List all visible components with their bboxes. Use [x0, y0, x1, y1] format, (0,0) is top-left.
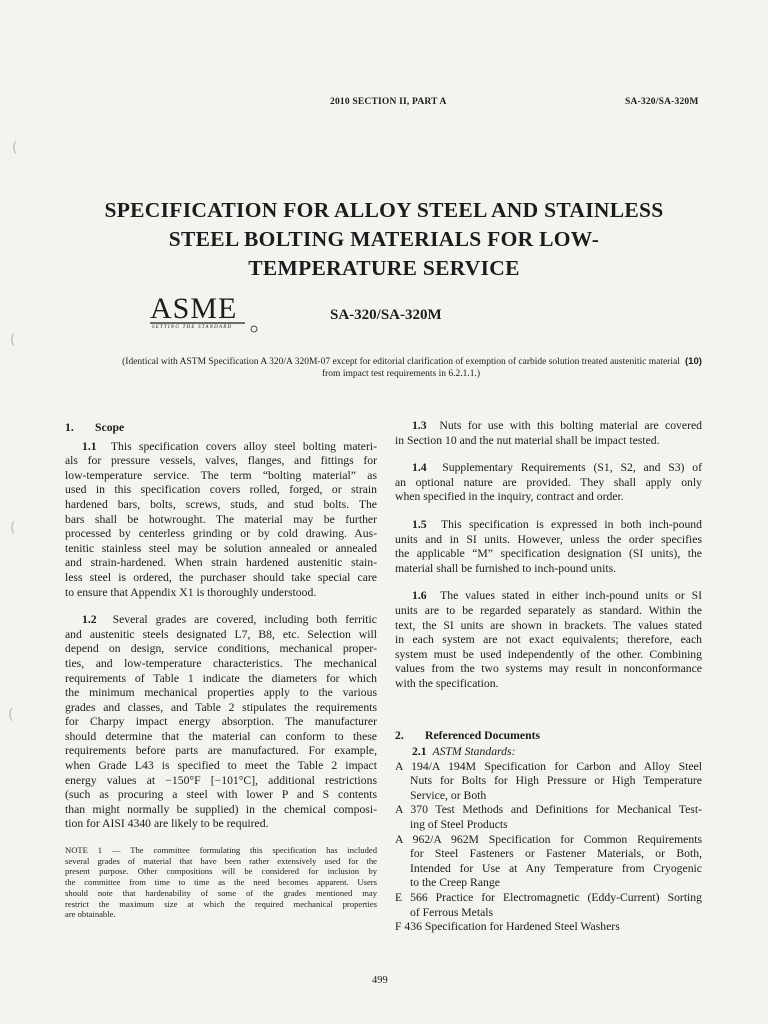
reference-line: F 436 Specification for Hardened Steel Washers	[395, 920, 620, 934]
paragraph-line: the minimum mechanical properties apply to the various	[65, 686, 377, 700]
reference-line: Nuts for Bolts for High Pressure or High Temperature	[410, 774, 702, 788]
paragraph-1-4	[395, 461, 702, 505]
reference-item	[395, 760, 702, 804]
running-header-section: 2010 SECTION II, PART A	[330, 97, 447, 107]
paragraph-line: (such as procuring a steel with lower P and S contents	[65, 788, 377, 802]
section-title: Scope	[95, 421, 125, 434]
subsection-astm-standards	[395, 745, 702, 760]
paragraph-line: 1.6 The values stated in either inch-pound units or SI	[412, 589, 702, 603]
paragraph-line: als for pressure vessels, valves, flanges, and fittings for	[65, 454, 377, 468]
reference-list	[395, 760, 702, 935]
paragraph-line: processed by centerless grinding or by cold drawing. Aus-	[65, 527, 377, 541]
note-line: several grades of material that have been rather extensively used for the	[65, 855, 377, 866]
paragraph-line: an optional nature are provided. They shall apply only	[395, 475, 702, 489]
identical-with-note	[95, 356, 707, 380]
margin-scan-mark: (	[10, 520, 16, 536]
paragraph-line: energy values at −150°F [−101°C], additional restrictions	[65, 773, 377, 787]
title-line: STEEL BOLTING MATERIALS FOR LOW-	[168, 227, 600, 251]
paragraph-line: ties, and low-temperature characteristics. The mechanical	[65, 656, 377, 670]
paragraph-line: depend on design, service conditions, mechanical proper-	[65, 642, 377, 656]
running-header-designation: SA-320/SA-320M	[625, 97, 699, 107]
document-title	[70, 196, 698, 283]
paragraph-line: 1.1 This specification covers alloy steel bolting materi-	[82, 439, 377, 453]
paragraph-1-5	[395, 518, 702, 576]
reference-line: A 962/A 962M Specification for Common Requirements	[395, 832, 702, 846]
reference-line: to the Creep Range	[410, 876, 500, 890]
paragraph-line: less steel is ordered, the purchaser should take special care	[65, 570, 377, 584]
asme-logo-tagline: SETTING THE STANDARD	[152, 325, 233, 330]
page-number: 499	[372, 975, 388, 986]
note-line: the committee from time to time as the need becomes apparent. Users	[65, 877, 377, 888]
margin-scan-mark: (	[8, 707, 14, 723]
section-number: 2.	[395, 728, 404, 742]
paragraph-line: when specified in the inquiry, contract and order.	[395, 490, 624, 504]
reference-line: A 370 Test Methods and Definitions for Mechanical Test-	[395, 803, 702, 817]
note-line: present purpose. Other compositions will be considered for inclusion by	[65, 866, 377, 877]
paragraph-line: and strain-hardened. When strain hardened austenitic stain-	[65, 556, 377, 570]
subsection-number: 2.1	[412, 745, 427, 759]
note-line: NOTE 1 — The committee formulating this specification has included	[65, 845, 377, 856]
paragraph-line: with the specification.	[395, 676, 499, 690]
section-heading-scope	[65, 421, 377, 436]
reference-line: A 194/A 194M Specification for Carbon and Alloy Steel	[395, 759, 702, 773]
note-line: are obtainable.	[65, 909, 116, 920]
note-1	[65, 845, 377, 920]
reference-line: Service, or Both	[410, 788, 487, 802]
paragraph-line: when Grade L43 is specified to meet the Table 2 impact	[65, 759, 377, 773]
paragraph-line: material shall be furnished to inch-pound units.	[395, 561, 617, 575]
paragraph-line: system must be used independently of the other. Combining	[395, 647, 702, 661]
paragraph-line: low-temperature service. The term “bolting material” as	[65, 468, 377, 482]
title-line: SPECIFICATION FOR ALLOY STEEL AND STAINLESS	[104, 198, 664, 222]
section-number: 1.	[65, 421, 74, 434]
reference-line: ing of Steel Products	[410, 818, 508, 832]
reference-item	[395, 803, 702, 832]
paragraph-line: 1.3 Nuts for use with this bolting material are covered	[412, 419, 703, 432]
margin-scan-mark: (	[12, 140, 18, 156]
reference-item	[395, 891, 702, 920]
section-title: Referenced Documents	[425, 728, 541, 742]
asme-logo	[150, 292, 270, 336]
paragraph-line: tion for AISI 4340 are likely to be required.	[65, 817, 269, 831]
paragraph-line: requirements before parts are manufactured. For example,	[65, 744, 377, 758]
paragraph-line: tenitic stainless steel may be solution annealed or annealed	[65, 541, 377, 555]
margin-scan-mark: (	[10, 332, 16, 348]
paragraph-line: and austenitic steels designated L7, B8, etc. Selection will	[65, 627, 377, 641]
right-column	[395, 419, 702, 935]
reference-item	[395, 920, 702, 935]
left-column	[65, 421, 377, 920]
paragraph-line: for Charpy impact energy absorption. The manufacturer	[65, 715, 377, 729]
paragraph-line: 1.4 Supplementary Requirements (S1, S2, and S3) of	[412, 461, 702, 475]
paragraph-line: than might normally be supplied) in the chemical composi-	[65, 802, 377, 816]
note-line: should note that hardenability of some of the grades mentioned may	[65, 887, 377, 898]
reference-line: of Ferrous Metals	[410, 905, 494, 919]
asme-logo-text: ASME	[150, 292, 238, 325]
paragraph-line: values from the two systems may result in nonconformance	[395, 662, 702, 676]
paragraph-line: the applicable “M” specification designation (SI units), the	[395, 547, 702, 561]
reference-line: Intended for Use at Any Temperature from Cryogenic	[410, 861, 702, 875]
paragraph-line: units and in SI units. However, unless the order specifies	[395, 532, 702, 546]
paragraph-line: text, the SI units are shown in brackets. The values stated	[395, 618, 702, 632]
section-heading-referenced-documents	[395, 729, 702, 744]
title-line: TEMPERATURE SERVICE	[248, 256, 520, 280]
paragraph-line: 1.5 This specification is expressed in both inch-pound	[412, 517, 702, 531]
paragraph-line: hardened bars, bolts, screws, studs, and stud bolts. The	[65, 497, 377, 511]
reference-item	[395, 833, 702, 891]
note-line: restrict the maximum size at which the required mechanical properties	[65, 898, 377, 909]
paragraph-line: in each system are not exact equivalents; therefore, each	[395, 633, 702, 647]
paragraph-line: bars shall be hotwrought. The material may be further	[65, 512, 377, 526]
paragraph-line: requirements of Table 1 indicate the diameters for which	[65, 671, 377, 685]
paragraph-1-3	[395, 419, 702, 448]
paragraph-1-2	[65, 613, 377, 832]
paragraph-line: should determine that the material can conform to these	[65, 729, 377, 743]
paragraph-line: to ensure that Appendix X1 is thoroughly understood.	[65, 585, 317, 599]
subsection-title: ASTM Standards:	[432, 745, 516, 759]
paragraph-line: units are to be regarded separately as standard. Within the	[395, 603, 702, 617]
paragraph-1-1	[65, 440, 377, 601]
paragraph-1-6	[395, 589, 702, 691]
reference-line: for Steel Fasteners or Fastener Materials, or Both,	[410, 847, 702, 861]
identical-line: (Identical with ASTM Specification A 320/A 320M-07 except for editorial clarification of exemption of carbide solution treated austenitic material	[122, 357, 680, 367]
designation: SA-320/SA-320M	[330, 307, 442, 323]
identical-line: from impact test requirements in 6.2.1.1.)	[321, 369, 481, 379]
paragraph-line: in Section 10 and the nut material shall be impact tested.	[395, 433, 660, 447]
reference-line: E 566 Practice for Electromagnetic (Eddy-Current) Sorting	[395, 891, 702, 905]
revision-tag: (10)	[685, 356, 702, 367]
paragraph-line: 1.2 Several grades are covered, including both ferritic	[82, 613, 377, 627]
paragraph-line: used in this specification covers rolled, forged, or strain	[65, 483, 377, 497]
paragraph-line: grades and classes, and Table 2 stipulates the requirements	[65, 700, 377, 714]
